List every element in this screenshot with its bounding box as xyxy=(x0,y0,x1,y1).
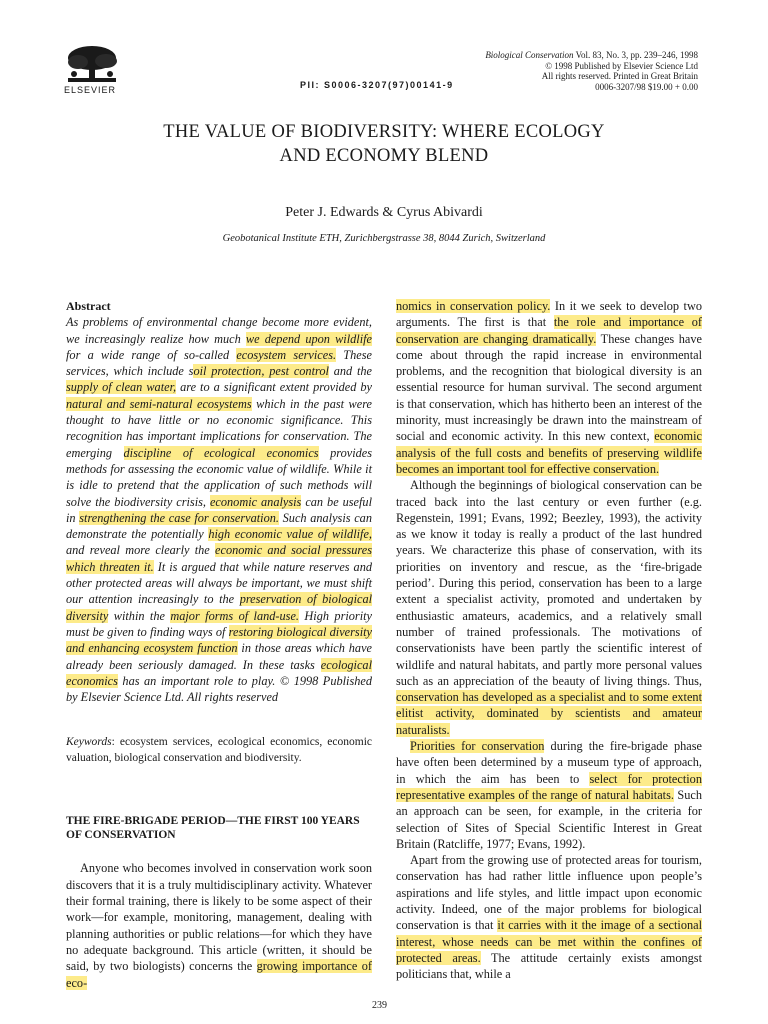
text-run: has an important role to play. © 1998 Published by Elsevier Science Ltd. All rights reserved xyxy=(66,673,372,705)
text-run: Anyone who becomes involved in conservation work soon discovers that it is a truly multidisciplinary activity. Whatever their formal training, there is likely to be some aspect of their work—for example, monitoring, management, dealing with planning authorities or public relations—for which they have no adequate background. This article (written, it should be said, by two biologists) concerns the xyxy=(66,861,372,974)
pii-code: PII: S0006-3207(97)00141-9 xyxy=(300,80,454,90)
text-run: and the xyxy=(328,364,372,379)
highlighted-text: conservation has developed as a specialist and to some extent elitist activity, dominated by scientists and amateur naturalists. xyxy=(396,690,702,737)
body-paragraph-2 xyxy=(396,298,702,477)
body-paragraph-4 xyxy=(396,738,702,852)
text-run: Such analysis can demonstrate the potentially xyxy=(66,510,372,542)
text-run: and reveal more clearly the xyxy=(66,543,216,558)
right-column xyxy=(396,298,702,982)
paper-title xyxy=(80,120,688,168)
price-line: 0006-3207/98 $19.00 + 0.00 xyxy=(595,81,698,92)
highlighted-text: oil protection, pest control xyxy=(193,364,329,379)
highlighted-text: high economic value of wildlife, xyxy=(208,527,372,542)
highlighted-text: the role and importance of conservation are changing dramatically. xyxy=(396,315,702,346)
journal-volume-line xyxy=(458,50,698,61)
keywords-label: Keywords xyxy=(66,736,112,749)
keywords-text: : ecosystem services, ecological economics, economic valuation, biological conservation and biodiversity. xyxy=(66,736,372,764)
page-number: 239 xyxy=(372,1000,387,1011)
left-column xyxy=(66,298,372,991)
highlighted-text: economic analysis of the full costs and benefits of preserving wildlife becomes an important tool for effective conservation. xyxy=(396,429,702,476)
text-run: can be useful in xyxy=(66,494,373,525)
highlighted-text: economic analysis xyxy=(209,494,302,509)
volume-info: Vol. 83, No. 3, pp. 239–246, 1998 xyxy=(573,50,698,60)
text-run: These services, which include s xyxy=(66,347,372,379)
elsevier-logo xyxy=(64,44,120,95)
affiliation: Geobotanical Institute ETH, Zurichbergstrasse 38, 8044 Zurich, Switzerland xyxy=(222,233,546,244)
body-paragraph-3 xyxy=(396,477,702,738)
text-run: for a wide range of so-called xyxy=(66,347,237,362)
section-heading: THE FIRE-BRIGADE PERIOD—THE FIRST 100 YEARS OF CONSERVATION xyxy=(66,815,360,842)
text-run: Although the beginnings of biological conservation can be traced back into the last century or even further (e.g. Regenstein, 1991; Evans, 1992; Beezley, 1993), the activity as we know it today is really a product of the last hundred years. We characterize this phase of conservation, with its priorities on inventory and rescue, as the ‘fire-brigade period’. During this period, conservation has been to a large extent a specialist activity, promoted and undertaken by enthusiastic amateurs, academics, and a relatively small number of trained professionals. The motivations of conservationists have been partly the scientific interest of wildlife and natural habitats, and partly more personal values such as an appreciation of the beauty of living things. Thus, xyxy=(396,478,702,688)
highlighted-text: supply of clean water, xyxy=(66,380,177,395)
highlighted-text: we depend upon wildlife xyxy=(245,331,372,346)
journal-reference xyxy=(458,50,698,92)
title-line-1: THE VALUE OF BIODIVERSITY: WHERE ECOLOGY xyxy=(163,122,605,142)
text-run: which in the past were thought to have little or no economic significance. This recognition has important implications for conservation. The emerging xyxy=(66,396,372,460)
title-line-2: AND ECONOMY BLEND xyxy=(279,146,489,166)
copyright-line: © 1998 Published by Elsevier Science Ltd xyxy=(545,60,698,71)
tree-logo-icon xyxy=(64,44,120,84)
text-run: within the xyxy=(108,608,171,623)
highlighted-text: select for protection representative examples of the range of natural habitats. xyxy=(396,771,702,802)
text-run: during the fire-brigade phase have often been determined by a museum type of approach, in which the aim has been to xyxy=(396,739,702,786)
highlighted-text: preservation of biological diversity xyxy=(66,592,373,623)
keywords xyxy=(66,735,372,766)
highlighted-text: growing importance of eco- xyxy=(66,959,372,990)
publisher-name: ELSEVIER xyxy=(64,85,117,95)
highlighted-text: Priorities for conservation xyxy=(410,739,545,754)
abstract-text xyxy=(66,314,372,705)
journal-name: Biological Conservation xyxy=(485,50,574,60)
body-paragraph-5 xyxy=(396,852,702,982)
text-run: In it we seek to develop two arguments. The first is that xyxy=(396,299,702,330)
highlighted-text: major forms of land-use. xyxy=(170,608,299,623)
body-paragraph-1 xyxy=(66,860,372,990)
highlighted-text: ecosystem services. xyxy=(236,347,337,362)
highlighted-text: restoring biological diversity and enhancing ecosystem function xyxy=(66,624,372,656)
text-run: are to a significant extent provided by xyxy=(176,380,372,395)
highlighted-text: strengthening the case for conservation. xyxy=(79,510,279,525)
abstract-heading: Abstract xyxy=(66,299,111,313)
highlighted-text: natural and semi-natural ecosystems xyxy=(66,396,252,411)
text-run: It is argued that while nature reserves and other protected areas will always be important, we must shift our attention increasingly to the xyxy=(66,559,372,607)
highlighted-text: discipline of ecological economics xyxy=(123,445,319,460)
highlighted-text: ecological economics xyxy=(66,657,372,688)
text-run: Apart from the growing use of protected areas for tourism, conservation has had rather little influence upon people’s aspirations and life styles, and little impact upon economic activity. Indeed, one of the major problems for biological conservation is that xyxy=(396,853,702,933)
text-run: As problems of environmental change become more evident, we increasingly realize how much xyxy=(66,315,372,346)
highlighted-text: nomics in conservation policy. xyxy=(396,299,551,313)
text-run: These changes have come about through the rapid increase in environmental problems, and the recognition that biological diversity is an essential resource for human survival. The second argument is that conservation, which has hitherto been an interest of the minority, must increasingly be drawn into the mainstream of social and economic activity. In this new context, xyxy=(396,331,702,444)
text-run: The attitude certainly exists amongst politicians that, while a xyxy=(396,950,702,982)
text-run: provides methods for assessing the economic value of wildlife. While it is idle to pretend that the application of such methods will solve the biodiversity crisis, xyxy=(66,445,373,509)
highlighted-text: economic and social pressures which threaten it. xyxy=(66,543,372,574)
text-run: Such an approach can be seen, for example, in the criteria for selection of Sites of Special Scientific Interest in Great Britain (Ratcliffe, 1977; Evans, 1992). xyxy=(396,787,702,851)
text-run: High priority must be given to finding ways of xyxy=(66,608,372,639)
rights-line: All rights reserved. Printed in Great Britain xyxy=(541,71,698,81)
text-run: in those areas which have already been seriously damaged. In these tasks xyxy=(66,641,372,672)
authors: Peter J. Edwards & Cyrus Abivardi xyxy=(285,205,483,220)
highlighted-text: it carries with it the image of a sectional interest, whose needs can be met within the confines of protected areas. xyxy=(396,918,702,965)
